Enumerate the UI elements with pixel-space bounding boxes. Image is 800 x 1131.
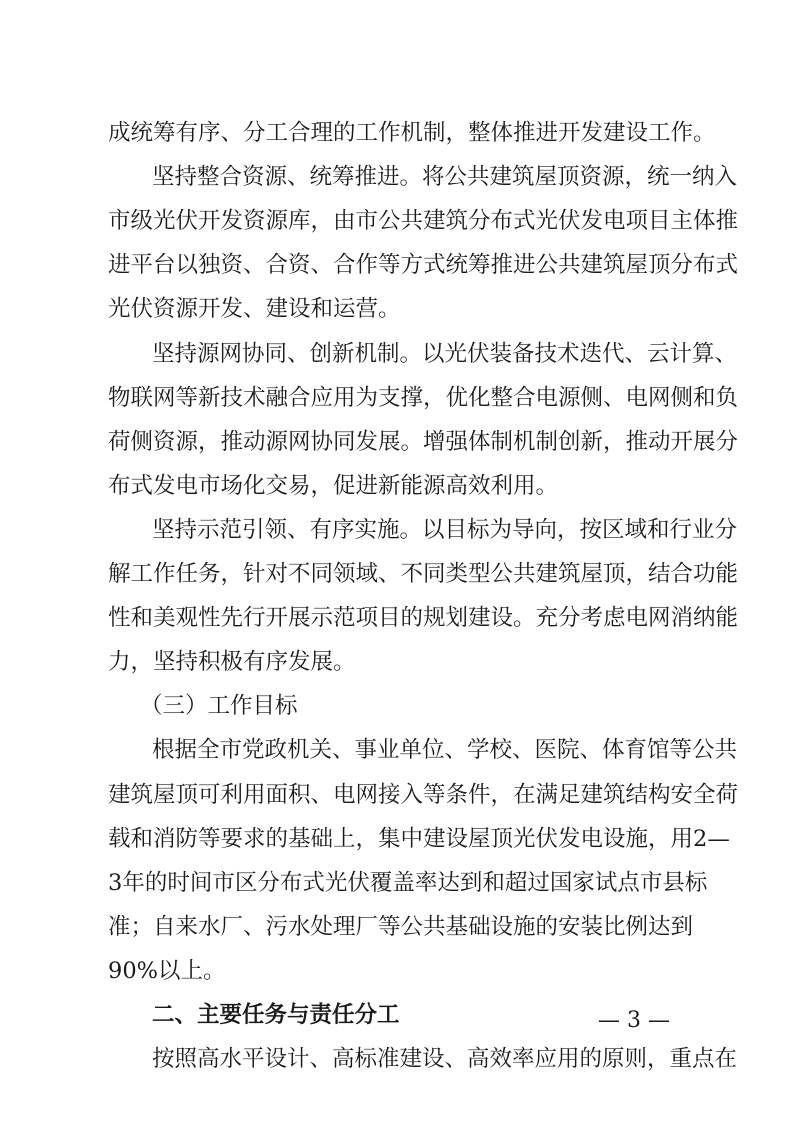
body-line: 90%以上。 [108,958,226,984]
body-line: 3年的时间市区分布式光伏覆盖率达到和超过国家试点市县标 [108,870,708,896]
body-line: 坚持源网协同、创新机制。以光伏装备技术迭代、云计算、 [152,341,738,367]
body-line: 物联网等新技术融合应用为支撑，优化整合电源侧、电网侧和负 [108,385,739,411]
body-line: 荷侧资源，推动源网协同发展。增强体制机制创新，推动开展分 [108,429,739,455]
section-heading: 二、主要任务与责任分工 [152,1002,400,1028]
body-line: 坚持整合资源、统筹推进。将公共建筑屋顶资源，统一纳入 [152,164,738,190]
body-line: 成统筹有序、分工合理的工作机制，整体推进开发建设工作。 [108,120,716,146]
section-subheading: （三）工作目标 [140,693,298,719]
body-line: 按照高水平设计、高标准建设、高效率应用的原则，重点在 [152,1046,738,1072]
body-line: 光伏资源开发、建设和运营。 [108,296,401,322]
body-line: 布式发电市场化交易，促进新能源高效利用。 [108,473,559,499]
body-line: 载和消防等要求的基础上，集中建设屋顶光伏发电设施，用2— [108,826,730,852]
body-line: 市级光伏开发资源库，由市公共建筑分布式光伏发电项目主体推 [108,208,739,234]
body-line: 准；自来水厂、污水处理厂等公共基础设施的安装比例达到 [108,914,694,940]
page-number: — 3 — [598,1008,670,1033]
body-line: 坚持示范引领、有序实施。以目标为导向，按区域和行业分 [152,517,738,543]
body-line: 建筑屋顶可利用面积、电网接入等条件，在满足建筑结构安全荷 [108,782,739,808]
body-line: 根据全市党政机关、事业单位、学校、医院、体育馆等公共 [152,737,738,763]
body-line: 进平台以独资、合资、合作等方式统筹推进公共建筑屋顶分布式 [108,252,739,278]
body-line: 解工作任务，针对不同领域、不同类型公共建筑屋顶，结合功能 [108,561,739,587]
body-line: 力，坚持积极有序发展。 [108,649,356,675]
body-line: 性和美观性先行开展示范项目的规划建设。充分考虑电网消纳能 [108,605,739,631]
